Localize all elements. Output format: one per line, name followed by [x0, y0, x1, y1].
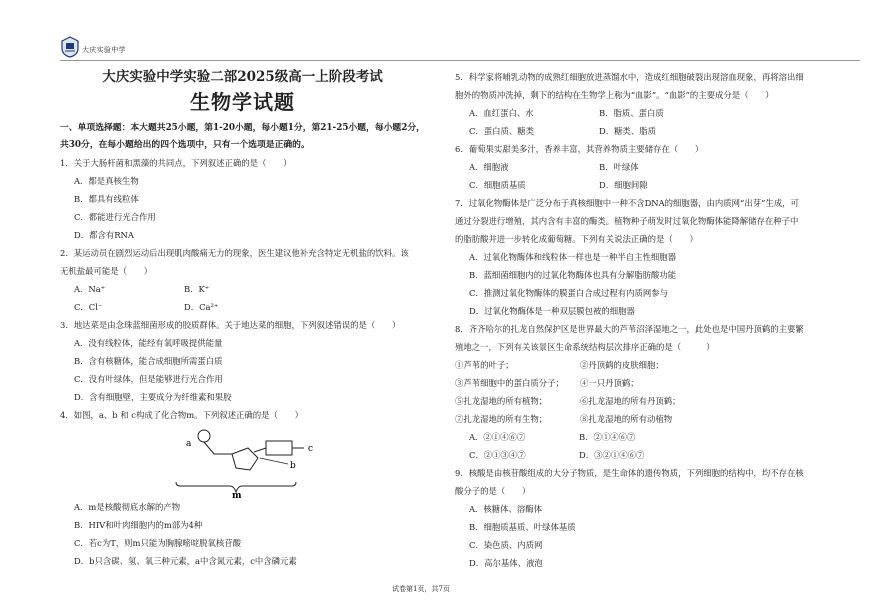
- option: D．过氧化物酶体是一种双层膜包被的细胞器: [469, 306, 635, 316]
- question-2: [60, 244, 445, 316]
- option: B．含有核糖体，能合成细胞所需蛋白质: [74, 356, 223, 366]
- question-stem: 通过分裂进行增殖，其内含有丰富的酶类。植物种子萌发时过氧化物酶体能降解储存在种子中: [455, 216, 799, 226]
- option-row: [455, 158, 805, 176]
- option: A．没有线粒体，能经有氧呼吸提供能量: [74, 338, 223, 348]
- item-row: [455, 410, 805, 428]
- list-item: ①芦苇的叶子；: [455, 360, 514, 370]
- option: C．细胞质基质: [469, 180, 526, 190]
- list-item: ③芦苇细胞中的蛋白质分子；: [455, 378, 564, 388]
- option: D．糖类、脂质: [599, 126, 656, 136]
- list-item: ⑤扎龙湿地的所有植物；: [455, 396, 548, 406]
- option: B．脂质、蛋白质: [599, 108, 664, 118]
- question-4: [60, 406, 445, 570]
- page-footer: 试卷第1页，共7页: [392, 585, 450, 593]
- page-header: [60, 36, 860, 61]
- label-b: b: [290, 461, 296, 471]
- option: C．②①③④⑦: [469, 450, 526, 460]
- option: C．染色质、内质网: [469, 540, 543, 550]
- option: A．都是真核生物: [74, 176, 139, 186]
- option: A．②①④⑥⑦: [469, 432, 526, 442]
- question-9: [455, 464, 805, 572]
- option: B．细胞质基质、叶绿体基质: [469, 522, 576, 532]
- list-item: ⑦扎龙湿地的所有生物；: [455, 414, 548, 424]
- bond-line: [204, 442, 232, 454]
- option: D．细胞间隙: [599, 180, 648, 190]
- question-stem: 胞外的物质冲洗掉，剩下的结构在生物学上称为“血影”。“血影”的主要成分是（ ）: [455, 90, 774, 100]
- left-column: [60, 68, 445, 570]
- question-stem: 无机盐最可能是（ ）: [60, 266, 153, 276]
- option: D．都含有RNA: [74, 230, 134, 240]
- option: C．没有叶绿体，但是能够进行光合作用: [74, 374, 223, 384]
- nucleotide-figure: [60, 424, 445, 498]
- option: D．b只含碳、氢、氧三种元素，a中含氮元素，c中含磷元素: [74, 556, 297, 566]
- school-name: 大庆实验中学: [82, 46, 126, 54]
- option-row: [455, 446, 805, 464]
- label-c: c: [308, 444, 314, 454]
- option: A．血红蛋白、水: [469, 108, 534, 118]
- option: A．过氧化物酶体和线粒体一样也是一种半自主性细胞器: [469, 252, 677, 262]
- option: D．③②①④⑥⑦: [579, 450, 645, 460]
- question-stem: 5．科学家将哺乳动物的成熟红细胞放进蒸馏水中，造成红细胞破裂出现溶血现象，再将溶出细: [455, 72, 804, 82]
- question-stem: 9．核酸是由核苷酸组成的大分子物质，是生命体的遗传物质，下列细胞的结构中，均不存在核: [455, 468, 804, 478]
- option: B．蓝细菌细胞内的过氧化物酶体也具有分解脂肪酸功能: [469, 270, 677, 280]
- option: C．推测过氧化物酶体的膜蛋白合成过程有内质网参与: [469, 288, 669, 298]
- option: C．蛋白质、糖类: [469, 126, 535, 136]
- option: D．高尔基体、液泡: [469, 558, 543, 568]
- list-item: ④一只丹顶鹤；: [580, 378, 639, 388]
- question-stem: 1．关于大肠杆菌和黑藻的共同点，下列叙述正确的是（ ）: [60, 158, 292, 168]
- option: B．②①④⑥⑦: [579, 432, 636, 442]
- option-row: [60, 280, 445, 298]
- nucleotide-diagram: [170, 424, 370, 498]
- phosphate-circle: [198, 430, 210, 442]
- list-item: ⑧扎龙湿地的所有动植物: [580, 414, 673, 424]
- question-5: [455, 68, 805, 140]
- list-item: ②丹顶鹤的皮肤细胞；: [580, 360, 664, 370]
- option: A．Na⁺: [74, 284, 106, 294]
- option-row: [60, 298, 445, 316]
- option: A．细胞液: [469, 162, 509, 172]
- option: B．都具有线粒体: [74, 194, 139, 204]
- question-stem: 3．地达菜是由念珠蓝细菌形成的胶质群体。关于地达菜的细胞，下列叙述错误的是（ ）: [60, 320, 401, 330]
- option-row: [455, 176, 805, 194]
- question-stem: 4．如图，a、b 和 c构成了化合物m。下列叙述正确的是（ ）: [60, 410, 304, 420]
- option-row: [455, 428, 805, 446]
- item-row: [455, 392, 805, 410]
- section-instructions: [60, 120, 445, 154]
- bond-line: [254, 448, 266, 452]
- list-item: ⑥扎龙湿地的所有丹顶鹤；: [580, 396, 681, 406]
- question-6: [455, 140, 805, 194]
- option: C．Cl⁻: [74, 302, 103, 312]
- item-row: [455, 374, 805, 392]
- subject-title: 生物学试题: [190, 90, 295, 114]
- question-stem: 7．过氧化物酶体是广泛分布于真核细胞中一种不含DNA的细胞器，由内质网“出芽”生成，可: [455, 198, 799, 208]
- sugar-pentagon: [232, 448, 258, 470]
- section-line: 共30分，在每小题给出的四个选项中，只有一个选项是正确的。: [60, 140, 310, 150]
- option: B．HIV和叶肉细胞内的m部为4种: [74, 520, 203, 530]
- option: D．含有细胞壁，主要成分为纤维素和果胶: [74, 392, 232, 402]
- item-row: [455, 356, 805, 374]
- question-stem: 酸分子的是（ ）: [455, 486, 531, 496]
- option: A．m是核酸彻底水解的产物: [74, 502, 181, 512]
- question-8: [455, 320, 805, 464]
- option: B．叶绿体: [599, 162, 639, 172]
- label-a: a: [186, 439, 192, 449]
- exam-title: 大庆实验中学实验二部2025级高一上阶段考试: [102, 69, 383, 85]
- label-m: m: [232, 491, 242, 498]
- question-1: [60, 154, 445, 244]
- option: D．Ca²⁺: [184, 302, 219, 312]
- question-stem: 8．齐齐哈尔的扎龙自然保护区是世界最大的芦苇沼泽湿地之一，此处也是中国丹顶鹤的主要繁: [455, 324, 804, 334]
- option-row: [455, 122, 805, 140]
- option: C．都能进行光合作用: [74, 212, 156, 222]
- question-stem: 的脂肪酸并进一步转化成葡萄糖。下列有关说法正确的是（ ）: [455, 234, 698, 244]
- option: C．若c为T，则m只能为胸腺嘧啶脱氧核苷酸: [74, 538, 241, 548]
- question-stem: 6．葡萄果实甜美多汁，香养丰富，其营养物质主要储存在（ ）: [455, 144, 704, 154]
- option-row: [455, 104, 805, 122]
- question-3: [60, 316, 445, 406]
- option: A．核糖体、溶酶体: [469, 504, 543, 514]
- question-stem: 2．某运动员在剧烈运动后出现肌肉酸痛无力的现象，医生建议他补充含特定无机盐的饮料。该: [60, 248, 409, 258]
- option: B．K⁺: [184, 284, 210, 294]
- section-line: 一、单项选择题：本大题共25小题，第1-20小题，每小题1分，第21-25小题，每小题2分，: [60, 123, 425, 133]
- question-stem: 殖地之一，下列有关该景区生命系统结构层次排序正确的是（ ）: [455, 342, 715, 352]
- pointer-line: [260, 458, 288, 464]
- school-logo-icon: [60, 36, 80, 58]
- base-rectangle: [266, 441, 292, 455]
- question-7: [455, 194, 805, 320]
- right-column: [455, 68, 805, 572]
